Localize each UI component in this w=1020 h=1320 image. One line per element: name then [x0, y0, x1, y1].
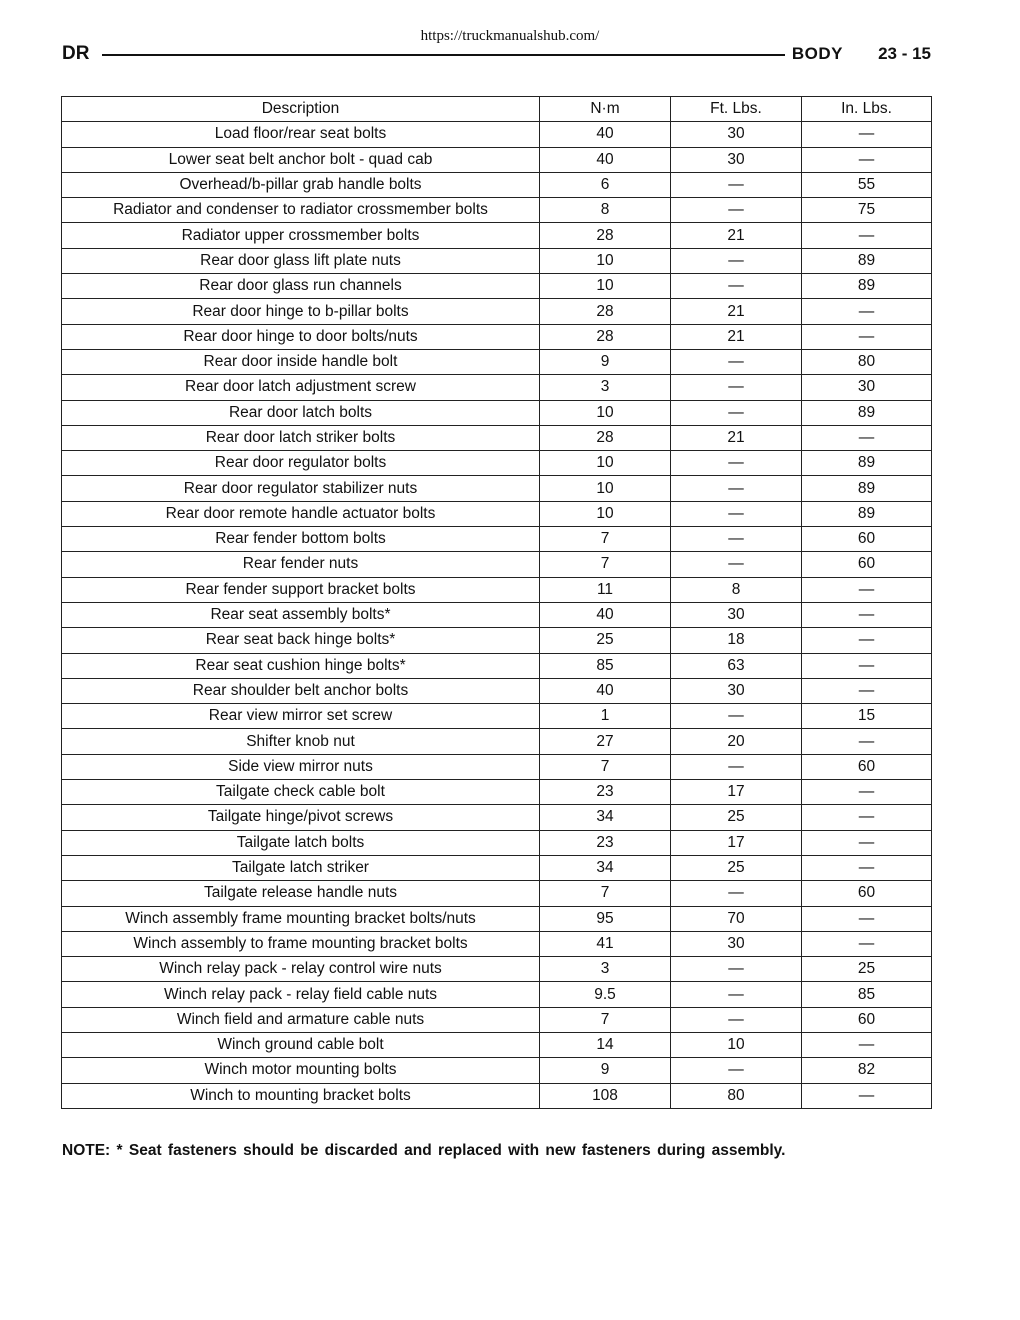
cell-nm: 7 [540, 527, 671, 552]
table-row [62, 754, 932, 779]
cell-ft-lbs: 30 [671, 602, 802, 627]
cell-ft-lbs: 70 [671, 906, 802, 931]
cell-description: Rear door latch adjustment screw [62, 375, 540, 400]
cell-nm: 40 [540, 602, 671, 627]
cell-description: Rear fender nuts [62, 552, 540, 577]
table-row [62, 223, 932, 248]
cell-description: Winch to mounting bracket bolts [62, 1083, 540, 1108]
table-body [62, 122, 932, 1109]
cell-ft-lbs: — [671, 957, 802, 982]
cell-ft-lbs: 25 [671, 855, 802, 880]
cell-nm: 10 [540, 400, 671, 425]
cell-nm: 7 [540, 1007, 671, 1032]
table-row [62, 1083, 932, 1108]
cell-description: Rear door hinge to b-pillar bolts [62, 299, 540, 324]
table-row [62, 147, 932, 172]
cell-ft-lbs: — [671, 754, 802, 779]
cell-nm: 10 [540, 501, 671, 526]
cell-description: Winch relay pack - relay control wire nuts [62, 957, 540, 982]
cell-nm: 8 [540, 198, 671, 223]
table-row [62, 324, 932, 349]
cell-nm: 10 [540, 274, 671, 299]
cell-description: Rear door latch bolts [62, 400, 540, 425]
cell-description: Lower seat belt anchor bolt - quad cab [62, 147, 540, 172]
table-row [62, 400, 932, 425]
table-row [62, 704, 932, 729]
cell-in-lbs: 60 [802, 527, 932, 552]
cell-ft-lbs: — [671, 1058, 802, 1083]
cell-in-lbs: 60 [802, 881, 932, 906]
table-row [62, 476, 932, 501]
torque-spec-table [61, 96, 932, 1109]
cell-ft-lbs: — [671, 349, 802, 374]
column-header-ft-lbs: Ft. Lbs. [671, 97, 802, 122]
cell-nm: 95 [540, 906, 671, 931]
cell-in-lbs: — [802, 324, 932, 349]
cell-nm: 10 [540, 476, 671, 501]
cell-description: Rear fender support bracket bolts [62, 577, 540, 602]
cell-description: Rear door regulator bolts [62, 451, 540, 476]
cell-in-lbs: — [802, 678, 932, 703]
cell-nm: 28 [540, 299, 671, 324]
cell-nm: 40 [540, 122, 671, 147]
cell-in-lbs: 30 [802, 375, 932, 400]
cell-ft-lbs: — [671, 982, 802, 1007]
cell-ft-lbs: — [671, 400, 802, 425]
table-row [62, 906, 932, 931]
cell-in-lbs: — [802, 729, 932, 754]
cell-ft-lbs: 30 [671, 678, 802, 703]
cell-in-lbs: 25 [802, 957, 932, 982]
cell-nm: 25 [540, 628, 671, 653]
header-section: BODY [791, 44, 843, 63]
table-row [62, 172, 932, 197]
cell-description: Rear door hinge to door bolts/nuts [62, 324, 540, 349]
cell-in-lbs: — [802, 1032, 932, 1057]
cell-ft-lbs: 21 [671, 299, 802, 324]
cell-nm: 28 [540, 425, 671, 450]
table-row [62, 375, 932, 400]
cell-nm: 9 [540, 349, 671, 374]
cell-description: Rear door latch striker bolts [62, 425, 540, 450]
cell-ft-lbs: — [671, 451, 802, 476]
table-row [62, 248, 932, 273]
page-header [62, 42, 931, 66]
cell-in-lbs: 55 [802, 172, 932, 197]
table-row [62, 501, 932, 526]
cell-nm: 34 [540, 855, 671, 880]
cell-in-lbs: 89 [802, 248, 932, 273]
cell-nm: 23 [540, 780, 671, 805]
cell-description: Winch field and armature cable nuts [62, 1007, 540, 1032]
cell-nm: 10 [540, 248, 671, 273]
cell-nm: 14 [540, 1032, 671, 1057]
cell-in-lbs: 85 [802, 982, 932, 1007]
cell-in-lbs: 60 [802, 1007, 932, 1032]
cell-description: Tailgate release handle nuts [62, 881, 540, 906]
column-header-description: Description [62, 97, 540, 122]
source-url: https://truckmanualshub.com/ [420, 28, 600, 44]
cell-in-lbs: — [802, 122, 932, 147]
table-header-row [62, 97, 932, 122]
table-row [62, 678, 932, 703]
cell-nm: 7 [540, 754, 671, 779]
table-row [62, 855, 932, 880]
cell-description: Load floor/rear seat bolts [62, 122, 540, 147]
cell-in-lbs: 60 [802, 552, 932, 577]
cell-description: Winch assembly frame mounting bracket bolts/nuts [62, 906, 540, 931]
cell-description: Tailgate latch bolts [62, 830, 540, 855]
cell-in-lbs: — [802, 653, 932, 678]
cell-in-lbs: — [802, 830, 932, 855]
cell-ft-lbs: 17 [671, 830, 802, 855]
table-row [62, 451, 932, 476]
cell-nm: 41 [540, 931, 671, 956]
cell-in-lbs: — [802, 628, 932, 653]
table-row [62, 349, 932, 374]
cell-nm: 6 [540, 172, 671, 197]
cell-description: Rear seat back hinge bolts* [62, 628, 540, 653]
cell-in-lbs: 89 [802, 501, 932, 526]
table-row [62, 931, 932, 956]
cell-ft-lbs: — [671, 704, 802, 729]
cell-in-lbs: — [802, 931, 932, 956]
cell-ft-lbs: 20 [671, 729, 802, 754]
cell-nm: 27 [540, 729, 671, 754]
cell-nm: 10 [540, 451, 671, 476]
cell-nm: 1 [540, 704, 671, 729]
table-row [62, 830, 932, 855]
table-row [62, 299, 932, 324]
table-row [62, 881, 932, 906]
cell-nm: 7 [540, 552, 671, 577]
cell-nm: 108 [540, 1083, 671, 1108]
cell-ft-lbs: — [671, 375, 802, 400]
cell-description: Side view mirror nuts [62, 754, 540, 779]
cell-ft-lbs: — [671, 501, 802, 526]
cell-description: Rear door inside handle bolt [62, 349, 540, 374]
cell-ft-lbs: 8 [671, 577, 802, 602]
cell-ft-lbs: 21 [671, 324, 802, 349]
cell-in-lbs: 82 [802, 1058, 932, 1083]
cell-nm: 85 [540, 653, 671, 678]
cell-description: Shifter knob nut [62, 729, 540, 754]
cell-in-lbs: 89 [802, 274, 932, 299]
cell-description: Rear door glass lift plate nuts [62, 248, 540, 273]
cell-nm: 28 [540, 324, 671, 349]
cell-description: Rear shoulder belt anchor bolts [62, 678, 540, 703]
cell-ft-lbs: 30 [671, 931, 802, 956]
cell-description: Tailgate latch striker [62, 855, 540, 880]
column-header-in-lbs: In. Lbs. [802, 97, 932, 122]
table-row [62, 1007, 932, 1032]
cell-in-lbs: — [802, 602, 932, 627]
cell-nm: 34 [540, 805, 671, 830]
cell-description: Winch relay pack - relay field cable nuts [62, 982, 540, 1007]
table-row [62, 577, 932, 602]
cell-nm: 9.5 [540, 982, 671, 1007]
table-row [62, 198, 932, 223]
cell-nm: 28 [540, 223, 671, 248]
header-page-number: 23 - 15 [878, 44, 931, 63]
cell-description: Rear door glass run channels [62, 274, 540, 299]
cell-nm: 3 [540, 375, 671, 400]
cell-in-lbs: 89 [802, 476, 932, 501]
cell-description: Tailgate check cable bolt [62, 780, 540, 805]
cell-in-lbs: 60 [802, 754, 932, 779]
table-row [62, 527, 932, 552]
cell-ft-lbs: 30 [671, 122, 802, 147]
cell-in-lbs: — [802, 147, 932, 172]
table-row [62, 1058, 932, 1083]
cell-in-lbs: — [802, 425, 932, 450]
cell-description: Winch motor mounting bolts [62, 1058, 540, 1083]
table-row [62, 552, 932, 577]
cell-ft-lbs: 10 [671, 1032, 802, 1057]
cell-description: Rear door regulator stabilizer nuts [62, 476, 540, 501]
cell-in-lbs: 75 [802, 198, 932, 223]
cell-ft-lbs: 21 [671, 223, 802, 248]
cell-in-lbs: 80 [802, 349, 932, 374]
cell-ft-lbs: — [671, 527, 802, 552]
cell-ft-lbs: 25 [671, 805, 802, 830]
table-row [62, 729, 932, 754]
table-row [62, 274, 932, 299]
cell-description: Radiator upper crossmember bolts [62, 223, 540, 248]
seat-fastener-note: NOTE: * Seat fasteners should be discarded and replaced with new fasteners during assembly. [62, 1142, 786, 1159]
cell-description: Rear door remote handle actuator bolts [62, 501, 540, 526]
cell-ft-lbs: — [671, 552, 802, 577]
cell-nm: 7 [540, 881, 671, 906]
cell-ft-lbs: — [671, 476, 802, 501]
cell-description: Rear view mirror set screw [62, 704, 540, 729]
cell-ft-lbs: — [671, 248, 802, 273]
cell-ft-lbs: — [671, 1007, 802, 1032]
cell-description: Rear fender bottom bolts [62, 527, 540, 552]
cell-in-lbs: — [802, 855, 932, 880]
cell-ft-lbs: 17 [671, 780, 802, 805]
cell-description: Tailgate hinge/pivot screws [62, 805, 540, 830]
cell-ft-lbs: 63 [671, 653, 802, 678]
cell-ft-lbs: 18 [671, 628, 802, 653]
cell-in-lbs: — [802, 299, 932, 324]
table-row [62, 122, 932, 147]
cell-ft-lbs: 80 [671, 1083, 802, 1108]
cell-description: Winch assembly to frame mounting bracket bolts [62, 931, 540, 956]
cell-nm: 3 [540, 957, 671, 982]
cell-in-lbs: — [802, 780, 932, 805]
header-rule [102, 54, 785, 56]
cell-nm: 40 [540, 678, 671, 703]
cell-in-lbs: 89 [802, 400, 932, 425]
cell-ft-lbs: 30 [671, 147, 802, 172]
cell-nm: 40 [540, 147, 671, 172]
cell-in-lbs: 89 [802, 451, 932, 476]
table-row [62, 780, 932, 805]
cell-description: Rear seat cushion hinge bolts* [62, 653, 540, 678]
cell-ft-lbs: — [671, 198, 802, 223]
cell-description: Winch ground cable bolt [62, 1032, 540, 1057]
cell-in-lbs: — [802, 906, 932, 931]
cell-ft-lbs: — [671, 172, 802, 197]
cell-ft-lbs: — [671, 274, 802, 299]
table-row [62, 653, 932, 678]
column-header-nm: N·m [540, 97, 671, 122]
cell-ft-lbs: — [671, 881, 802, 906]
cell-description: Overhead/b-pillar grab handle bolts [62, 172, 540, 197]
cell-in-lbs: — [802, 805, 932, 830]
table-row [62, 628, 932, 653]
table-row [62, 1032, 932, 1057]
cell-nm: 11 [540, 577, 671, 602]
cell-in-lbs: — [802, 577, 932, 602]
cell-description: Radiator and condenser to radiator crossmember bolts [62, 198, 540, 223]
header-model: DR [62, 43, 90, 64]
cell-in-lbs: 15 [802, 704, 932, 729]
table-row [62, 602, 932, 627]
table-row [62, 957, 932, 982]
cell-nm: 23 [540, 830, 671, 855]
cell-nm: 9 [540, 1058, 671, 1083]
cell-ft-lbs: 21 [671, 425, 802, 450]
table-row [62, 425, 932, 450]
cell-description: Rear seat assembly bolts* [62, 602, 540, 627]
cell-in-lbs: — [802, 1083, 932, 1108]
cell-in-lbs: — [802, 223, 932, 248]
table-row [62, 982, 932, 1007]
table-row [62, 805, 932, 830]
